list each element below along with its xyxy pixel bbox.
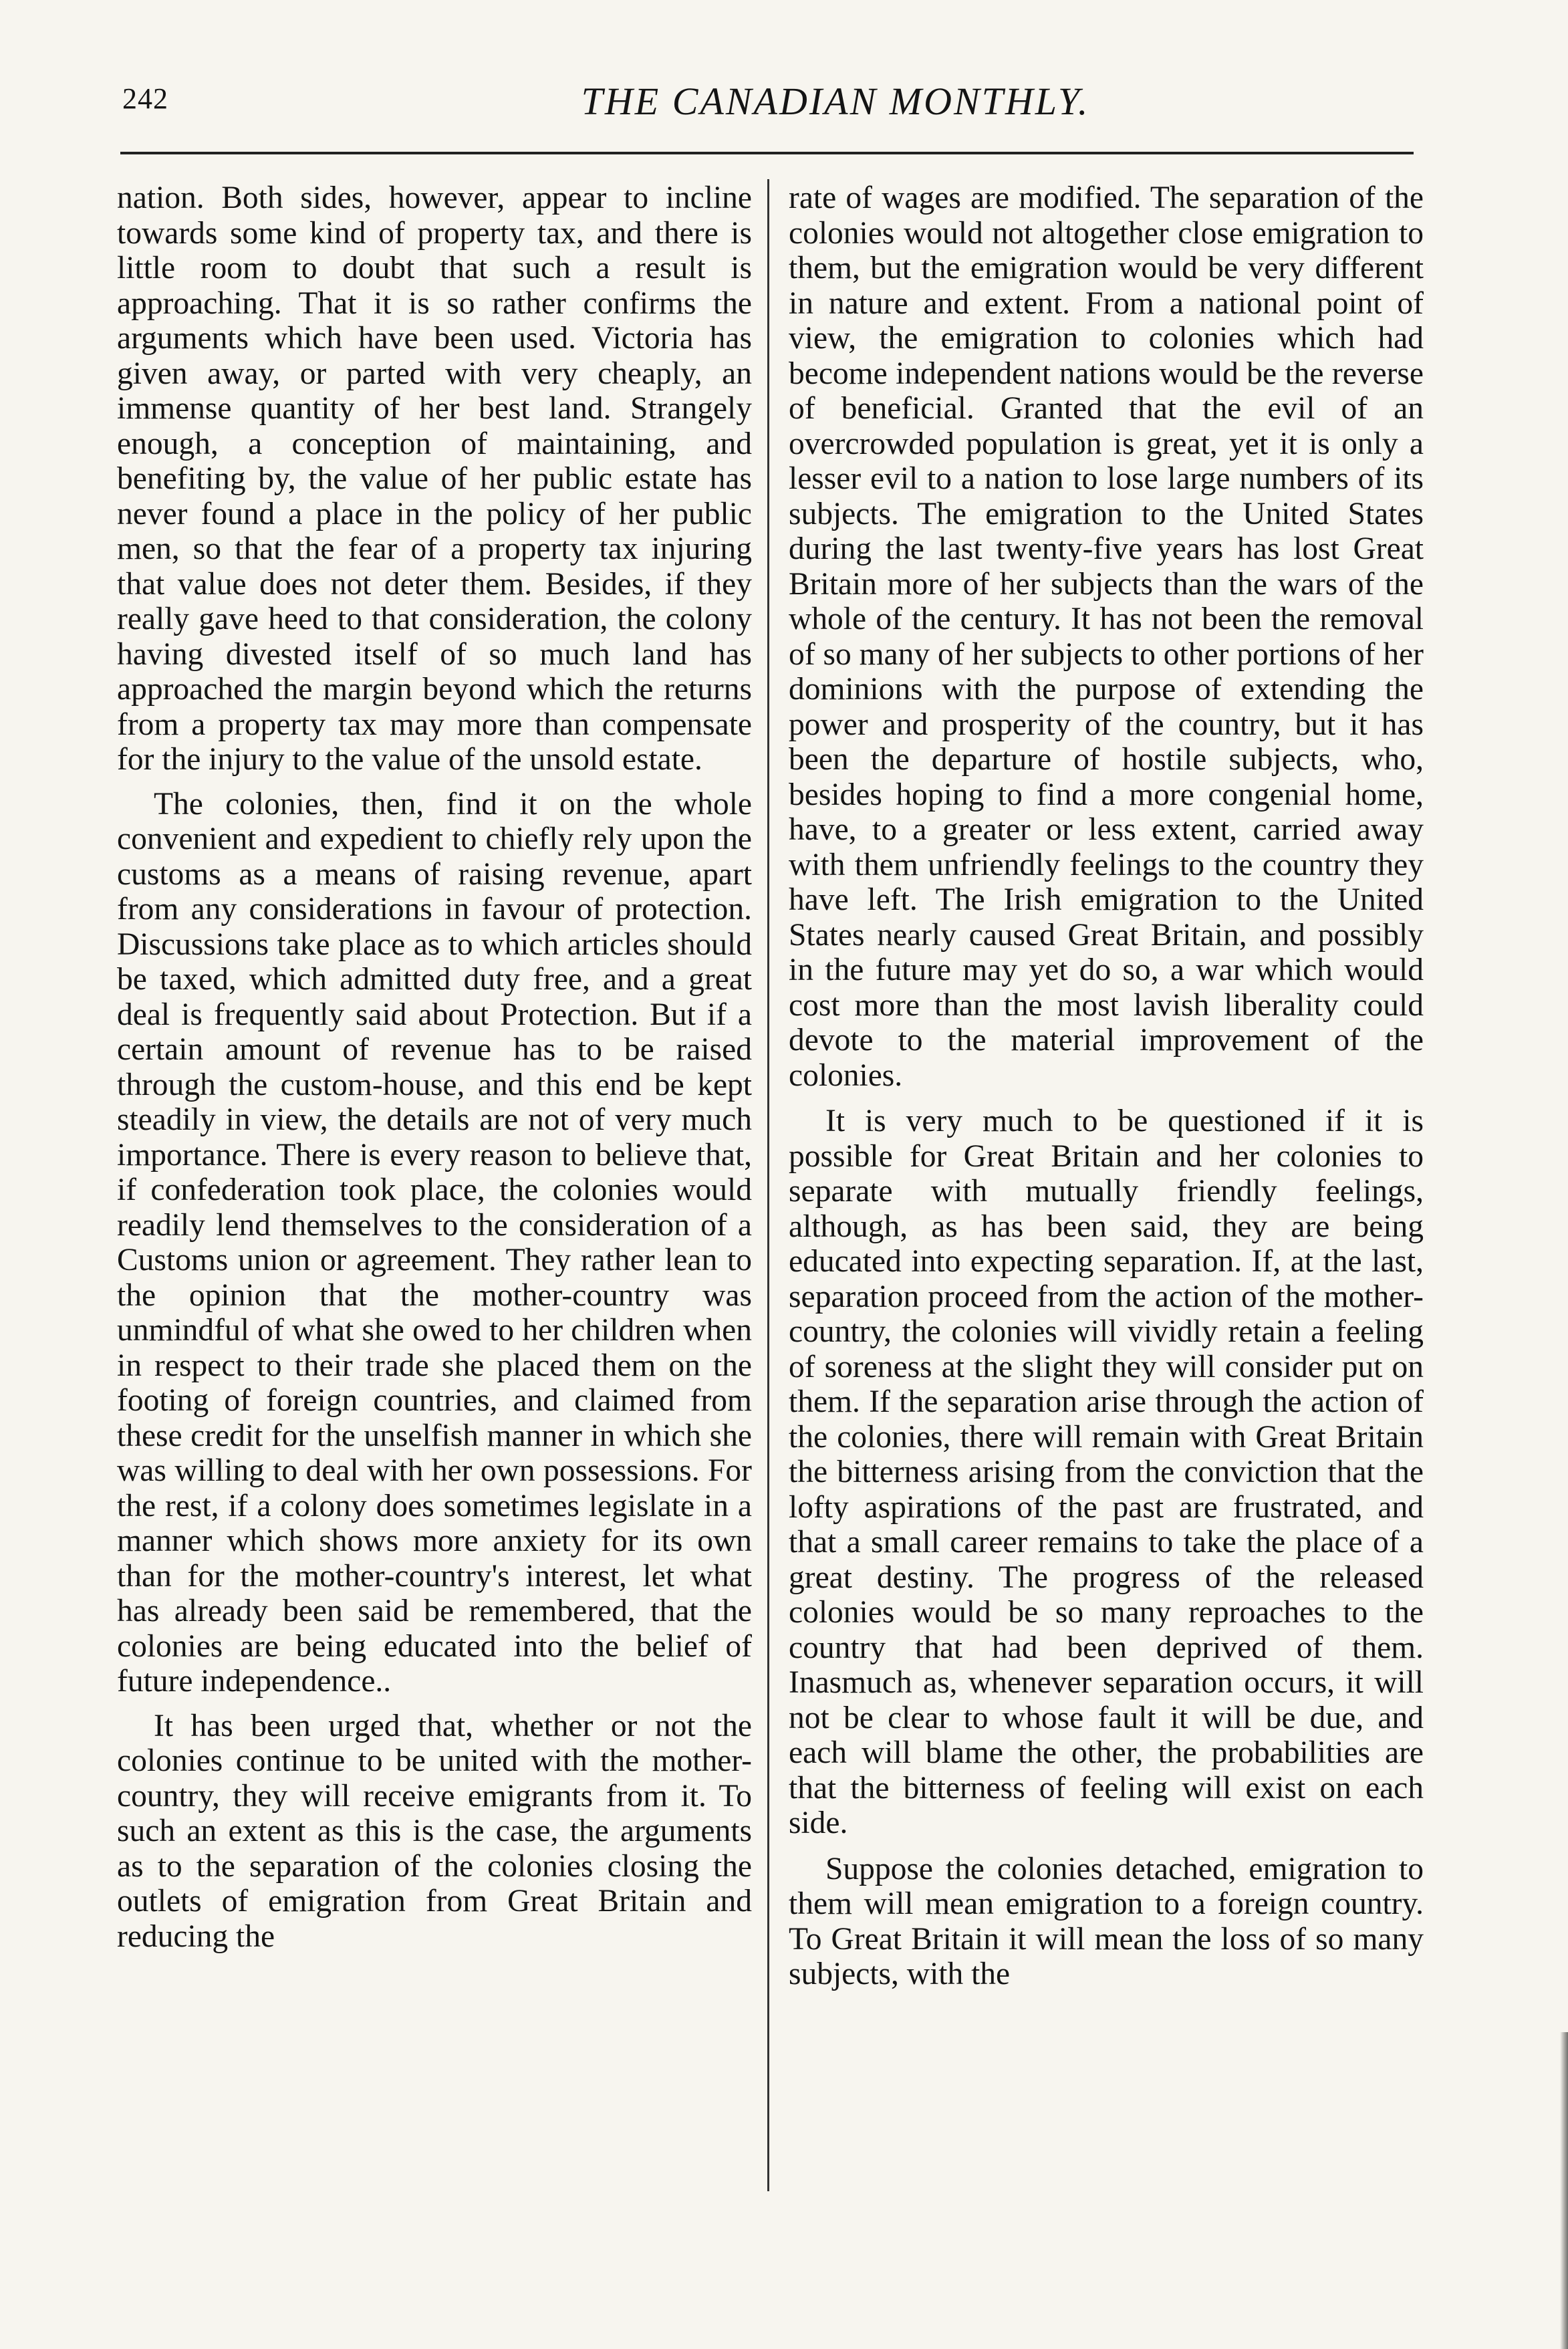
page-number: 242 xyxy=(122,82,168,115)
paragraph: nation. Both sides, however, appear to incline towards some kind of property tax, and there is little room to doubt that such a result is approaching. That it is so rather confirms the arguments which have been used. Victoria has given away, or parted with very cheaply, an immense quantity of her best land. Strangely enough, a conception of maintaining, and benefiting by, the value of her public estate has never found a place in the policy of her public men, so that the fear of a property tax injuring that value does not deter them. Besides, if they really gave heed to that consideration, the colony having divested itself of so much land has approached the margin beyond which the returns from a property tax may more than compensate for the injury to the value of the unsold estate. xyxy=(117,180,752,777)
paragraph: rate of wages are modified. The separation of the colonies would not altogether close emigration to them, but the emigration would be very different in nature and extent. From a national point of view, the emigration to colonies which had become independent nations would be the reverse of beneficial. Granted that the evil of an overcrowded population is great, yet it is only a lesser evil to a nation to lose large numbers of its subjects. The emigration to the United States during the last twenty-five years has lost Great Britain more of her subjects than the wars of the whole of the century. It has not been the removal of so many of her subjects to other portions of her dominions with the purpose of extending the power and prosperity of the country, but it has been the departure of hostile subjects, who, besides hoping to find a more congenial home, have, to a greater or less extent, carried away with them unfriendly feelings to the country they have left. The Irish emigration to the United States nearly caused Great Britain, and possibly in the future may yet do so, a war which would cost more than the most lavish liberality could devote to the material improvement of the colonies. xyxy=(789,180,1424,1093)
left-column xyxy=(117,180,752,1954)
page-edge-shadow xyxy=(1560,2032,1568,2349)
column-divider xyxy=(767,179,769,2191)
paragraph: It is very much to be questioned if it is possible for Great Britain and her colonies to separate with mutually friendly feelings, although, as has been said, they are being educated into expecting separation. If, at the last, separation proceed from the action of the mother-country, the colonies will vividly retain a feeling of soreness at the slight they will consider put on them. If the separation arise through the action of the colonies, there will remain with Great Britain the bitterness arising from the conviction that the lofty aspirations of the past are frustrated, and that a small career remains to take the place of a great destiny. The progress of the released colonies would be so many reproaches to the country that had been deprived of them. Inasmuch as, whenever separation occurs, it will not be clear to whose fault it will be due, and each will blame the other, the probabilities are that the bitterness of feeling will exist on each side. xyxy=(789,1104,1424,1840)
paragraph: It has been urged that, whether or not the colonies continue to be united with the mother-country, they will receive emigrants from it. To such an extent as this is the case, the arguments as to the separation of the colonies closing the outlets of emigration from Great Britain and reducing the xyxy=(117,1708,752,1954)
right-column xyxy=(789,180,1424,1992)
header-rule xyxy=(120,152,1414,154)
paragraph: Suppose the colonies detached, emigration to them will mean emigration to a foreign country. To Great Britain it will mean the loss of so many subjects, with the xyxy=(789,1851,1424,1991)
running-title: THE CANADIAN MONTHLY. xyxy=(581,80,1090,123)
paragraph: The colonies, then, find it on the whole convenient and expedient to chiefly rely upon the customs as a means of raising revenue, apart from any considerations in favour of protection. Discussions take place as to which articles should be taxed, which admitted duty free, and a great deal is frequently said about Protection. But if a certain amount of revenue has to be raised through the custom-house, and this end be kept steadily in view, the details are not of very much importance. There is every reason to believe that, if confederation took place, the colonies would readily lend themselves to the consideration of a Customs union or agreement. They rather lean to the opinion that the mother-country was unmindful of what she owed to her children when in respect to their trade she placed them on the footing of foreign countries, and claimed from these credit for the unselfish manner in which she was willing to deal with her own possessions. For the rest, if a colony does sometimes legislate in a manner which shows more anxiety for its own than for the mother-country's interest, let what has already been said be remembered, that the colonies are being educated into the belief of future independence.. xyxy=(117,786,752,1699)
